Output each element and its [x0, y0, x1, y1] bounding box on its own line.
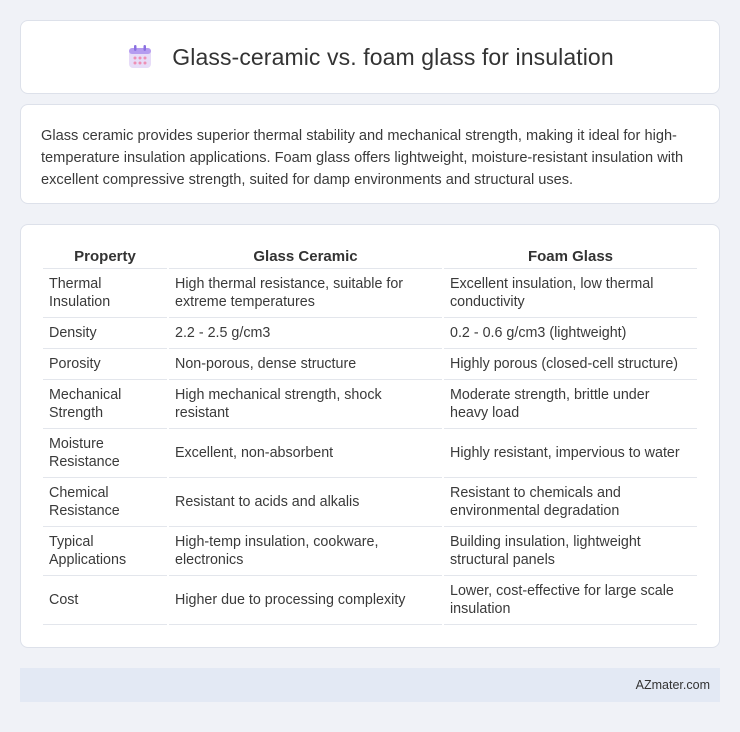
property-cell: Typical Applications	[43, 527, 167, 576]
calendar-icon	[126, 43, 154, 71]
description-card	[20, 104, 720, 204]
table-row	[43, 576, 697, 625]
table-row	[43, 380, 697, 429]
foam-glass-cell: Moderate strength, brittle under heavy load	[444, 380, 697, 429]
glass-ceramic-cell: 2.2 - 2.5 g/cm3	[169, 318, 442, 349]
table-header-row	[43, 243, 697, 269]
foam-glass-cell: Building insulation, lightweight structural panels	[444, 527, 697, 576]
property-cell: Density	[43, 318, 167, 349]
property-cell: Porosity	[43, 349, 167, 380]
glass-ceramic-cell: High mechanical strength, shock resistant	[169, 380, 442, 429]
glass-ceramic-cell: Resistant to acids and alkalis	[169, 478, 442, 527]
glass-ceramic-cell: Excellent, non-absorbent	[169, 429, 442, 478]
title-card	[20, 20, 720, 94]
footer-brand[interactable]: AZmater.com	[635, 678, 710, 692]
table-row	[43, 349, 697, 380]
column-header-property: Property	[43, 243, 167, 269]
description-text: Glass ceramic provides superior thermal stability and mechanical strength, making it ideal for high-temperature insulation applications. Foam glass offers lightweight, moisture-resistant insulation with excellent compressive strength, suited for damp environments and structural uses.	[41, 128, 684, 188]
comparison-table	[41, 243, 699, 625]
footer-bar	[20, 668, 720, 702]
glass-ceramic-cell: Higher due to processing complexity	[169, 576, 442, 625]
glass-ceramic-cell: High thermal resistance, suitable for extreme temperatures	[169, 269, 442, 318]
comparison-table-card	[20, 224, 720, 648]
page-title: Glass-ceramic vs. foam glass for insulation	[172, 43, 614, 70]
table-row	[43, 478, 697, 527]
table-row	[43, 318, 697, 349]
foam-glass-cell: Highly resistant, impervious to water	[444, 429, 697, 478]
foam-glass-cell: Lower, cost-effective for large scale insulation	[444, 576, 697, 625]
glass-ceramic-cell: Non-porous, dense structure	[169, 349, 442, 380]
property-cell: Chemical Resistance	[43, 478, 167, 527]
title-wrap	[126, 43, 613, 71]
column-header-glass-ceramic: Glass Ceramic	[169, 243, 442, 269]
foam-glass-cell: 0.2 - 0.6 g/cm3 (lightweight)	[444, 318, 697, 349]
table-row	[43, 269, 697, 318]
column-header-foam-glass: Foam Glass	[444, 243, 697, 269]
foam-glass-cell: Resistant to chemicals and environmental degradation	[444, 478, 697, 527]
table-row	[43, 527, 697, 576]
glass-ceramic-cell: High-temp insulation, cookware, electronics	[169, 527, 442, 576]
foam-glass-cell: Excellent insulation, low thermal conductivity	[444, 269, 697, 318]
property-cell: Cost	[43, 576, 167, 625]
foam-glass-cell: Highly porous (closed-cell structure)	[444, 349, 697, 380]
property-cell: Moisture Resistance	[43, 429, 167, 478]
property-cell: Thermal Insulation	[43, 269, 167, 318]
property-cell: Mechanical Strength	[43, 380, 167, 429]
table-row	[43, 429, 697, 478]
